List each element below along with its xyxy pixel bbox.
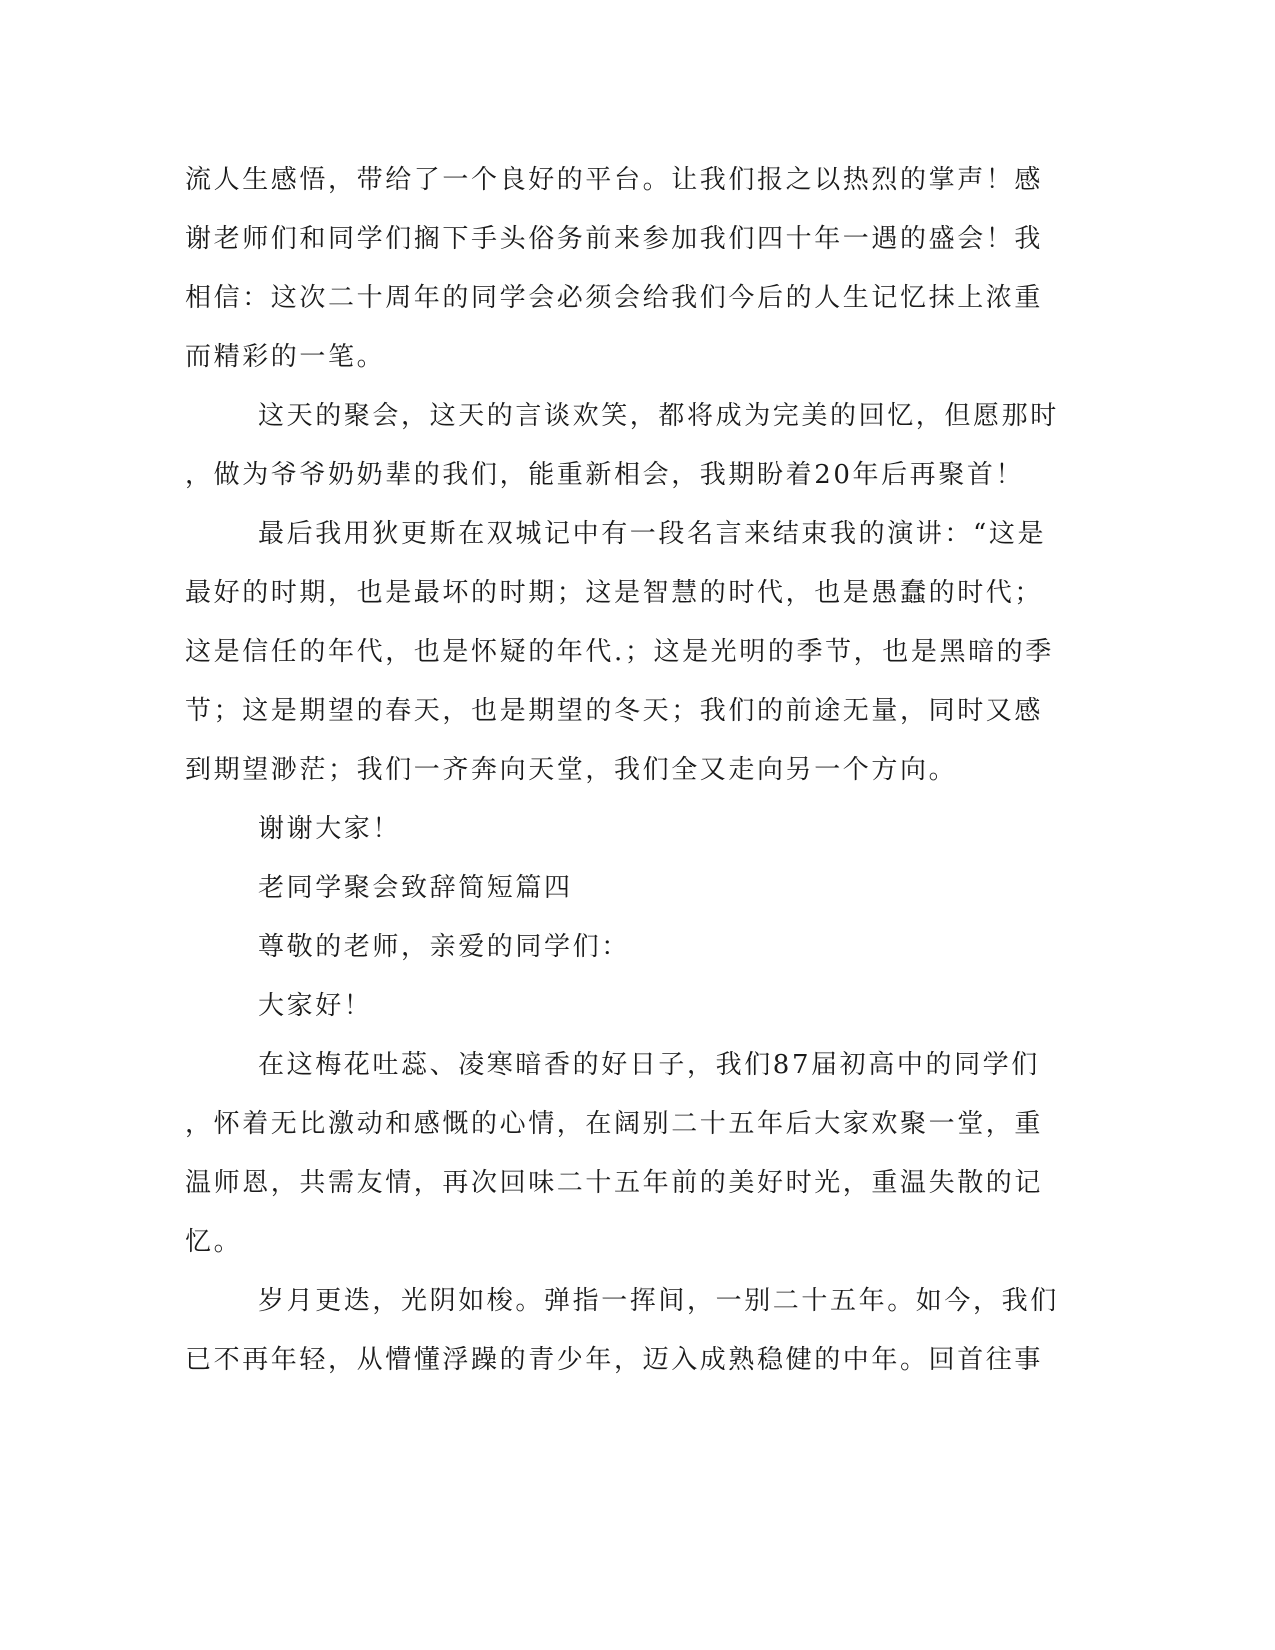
text-line: 谢老师们和同学们搁下手头俗务前来参加我们四十年一遇的盛会！我 <box>185 224 1044 254</box>
section-heading: 老同学聚会致辞简短篇四 <box>258 873 573 903</box>
text-line: 已不再年轻，从懵懂浮躁的青少年，迈入成熟稳健的中年。回首往事 <box>185 1345 1044 1375</box>
text-line: ，做为爷爷奶奶辈的我们，能重新相会，我期盼着20年后再聚首！ <box>185 460 1025 490</box>
text-line: 相信：这次二十周年的同学会必须会给我们今后的人生记忆抹上浓重 <box>185 283 1044 313</box>
greeting: 大家好！ <box>258 991 373 1021</box>
paragraph-first-line: 最后我用狄更斯在双城记中有一段名言来结束我的演讲：“这是 <box>258 519 1047 549</box>
text-line: 到期望渺茫；我们一齐奔向天堂，我们全又走向另一个方向。 <box>185 755 958 785</box>
closing-thanks: 谢谢大家！ <box>258 814 402 844</box>
text-line: 而精彩的一笔。 <box>185 342 386 372</box>
paragraph-first-line: 岁月更迭，光阴如梭。弹指一挥间，一别二十五年。如今，我们 <box>258 1286 1059 1316</box>
text-line: 这是信任的年代，也是怀疑的年代.；这是光明的季节，也是黑暗的季 <box>185 637 1054 667</box>
text-line: 温师恩，共需友情，再次回味二十五年前的美好时光，重温失散的记 <box>185 1168 1044 1198</box>
salutation: 尊敬的老师，亲爱的同学们： <box>258 932 630 962</box>
text-line: ，怀着无比激动和感慨的心情，在阔别二十五年后大家欢聚一堂，重 <box>185 1109 1044 1139</box>
text-line: 节；这是期望的春天，也是期望的冬天；我们的前途无量，同时又感 <box>185 696 1044 726</box>
text-line: 最好的时期，也是最坏的时期；这是智慧的时代，也是愚蠢的时代； <box>185 578 1044 608</box>
paragraph-first-line: 在这梅花吐蕊、凌寒暗香的好日子，我们87届初高中的同学们 <box>258 1050 1040 1080</box>
text-line: 流人生感悟，带给了一个良好的平台。让我们报之以热烈的掌声！感 <box>185 165 1044 195</box>
text-line: 忆。 <box>185 1227 243 1257</box>
paragraph-first-line: 这天的聚会，这天的言谈欢笑，都将成为完美的回忆，但愿那时 <box>258 401 1059 431</box>
